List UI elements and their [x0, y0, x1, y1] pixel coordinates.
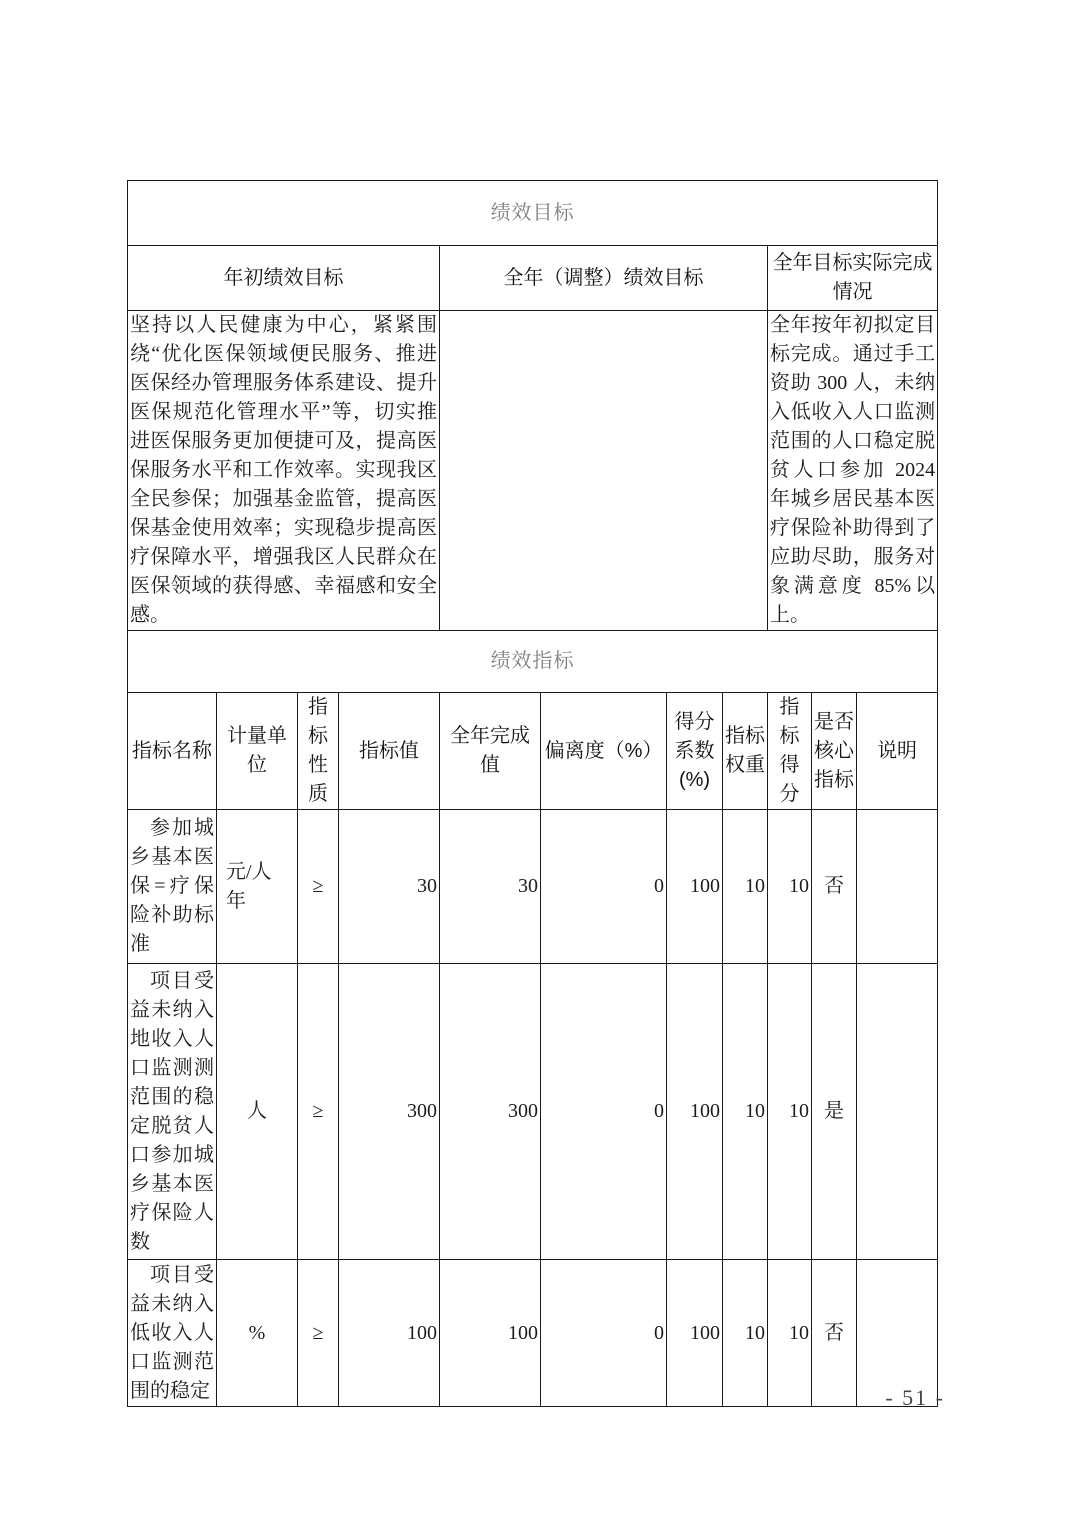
indicator-header-row	[128, 693, 938, 810]
row2-weight: 10	[723, 964, 768, 1260]
row1-score: 10	[768, 810, 812, 964]
indicator-row-2	[128, 964, 938, 1260]
row3-deviation: 0	[541, 1260, 667, 1407]
row3-weight: 10	[723, 1260, 768, 1407]
row2-note	[857, 964, 938, 1260]
col-target-value: 指标值	[339, 693, 440, 810]
row2-unit	[217, 964, 298, 1260]
goal-section-title: 绩效目标	[128, 181, 938, 246]
row3-core: 否	[812, 1260, 857, 1407]
goal-title-row	[128, 181, 938, 246]
adjusted-goal-text	[440, 311, 768, 631]
row1-target: 30	[339, 810, 440, 964]
goal-header-row	[128, 246, 938, 311]
col-deviation: 偏离度（%）	[541, 693, 667, 810]
row3-unit-text: %	[248, 1321, 266, 1344]
row2-score: 10	[768, 964, 812, 1260]
row2-unit-text: 人	[247, 1100, 267, 1123]
row2-target: 300	[339, 964, 440, 1260]
row1-core: 否	[812, 810, 857, 964]
row2-coefficient: 100	[667, 964, 723, 1260]
col-unit: 计量单位	[217, 693, 298, 810]
row1-nature: ≥	[298, 810, 339, 964]
row1-name: 参加城乡基本医保=疗保险补助标准	[128, 810, 217, 964]
row2-name: 项目受益未纳入地收入人口监测测范围的稳定脱贫人口参加城乡基本医疗保险人数	[128, 964, 217, 1260]
row2-deviation: 0	[541, 964, 667, 1260]
row3-coefficient: 100	[667, 1260, 723, 1407]
row1-coefficient: 100	[667, 810, 723, 964]
actual-completion-text: 全年按年初拟定目标完成。通过手工资助 300 人，未纳入低收入人口监测范围的人口稳定脱贫人口参加 2024 年城乡居民基本医疗保险补助得到了应助尽助，服务对象满意度 85%以上。	[768, 311, 938, 631]
row1-unit	[217, 810, 298, 964]
col-year-start-goal: 年初绩效目标	[128, 246, 440, 311]
row2-core: 是	[812, 964, 857, 1260]
col-core-indicator: 是否核心指标	[812, 693, 857, 810]
indicator-title-row	[128, 631, 938, 693]
col-score-coefficient: 得分系数(%)	[667, 693, 723, 810]
indicator-row-1	[128, 810, 938, 964]
row2-nature: ≥	[298, 964, 339, 1260]
row1-weight: 10	[723, 810, 768, 964]
performance-table	[127, 180, 938, 1407]
goal-content-row	[128, 311, 938, 631]
page-number: - 51 -	[885, 1385, 945, 1410]
row3-completed: 100	[440, 1260, 541, 1407]
year-start-goal-text: 坚持以人民健康为中心，紧紧围绕“优化医保领域便民服务、推进医保经办管理服务体系建设、提升医保规范化管理水平”等，切实推进医保服务更加便捷可及，提高医保服务水平和工作效率。实现我区全民参保；加强基金监管，提高医保基金使用效率；实现稳步提高医疗保障水平，增强我区人民群众在医保领域的获得感、幸福感和安全感。	[128, 311, 440, 631]
col-nature: 指标性质	[298, 693, 339, 810]
col-indicator-name: 指标名称	[128, 693, 217, 810]
row1-completed: 30	[440, 810, 541, 964]
col-completed-value: 全年完成值	[440, 693, 541, 810]
col-weight: 指标权重	[723, 693, 768, 810]
row3-name: 项目受益未纳入低收入人口监测范围的稳定	[128, 1260, 217, 1407]
row1-note	[857, 810, 938, 964]
indicator-section-title: 绩效指标	[128, 631, 938, 693]
col-note: 说明	[857, 693, 938, 810]
row3-score: 10	[768, 1260, 812, 1407]
row3-unit	[217, 1260, 298, 1407]
row2-completed: 300	[440, 964, 541, 1260]
col-adjusted-goal: 全年（调整）绩效目标	[440, 246, 768, 311]
row1-unit-text: 元/人年	[226, 860, 272, 912]
row1-deviation: 0	[541, 810, 667, 964]
col-score: 指标得分	[768, 693, 812, 810]
row3-target: 100	[339, 1260, 440, 1407]
col-actual-completion: 全年目标实际完成情况	[768, 246, 938, 311]
indicator-row-3	[128, 1260, 938, 1407]
row3-nature: ≥	[298, 1260, 339, 1407]
